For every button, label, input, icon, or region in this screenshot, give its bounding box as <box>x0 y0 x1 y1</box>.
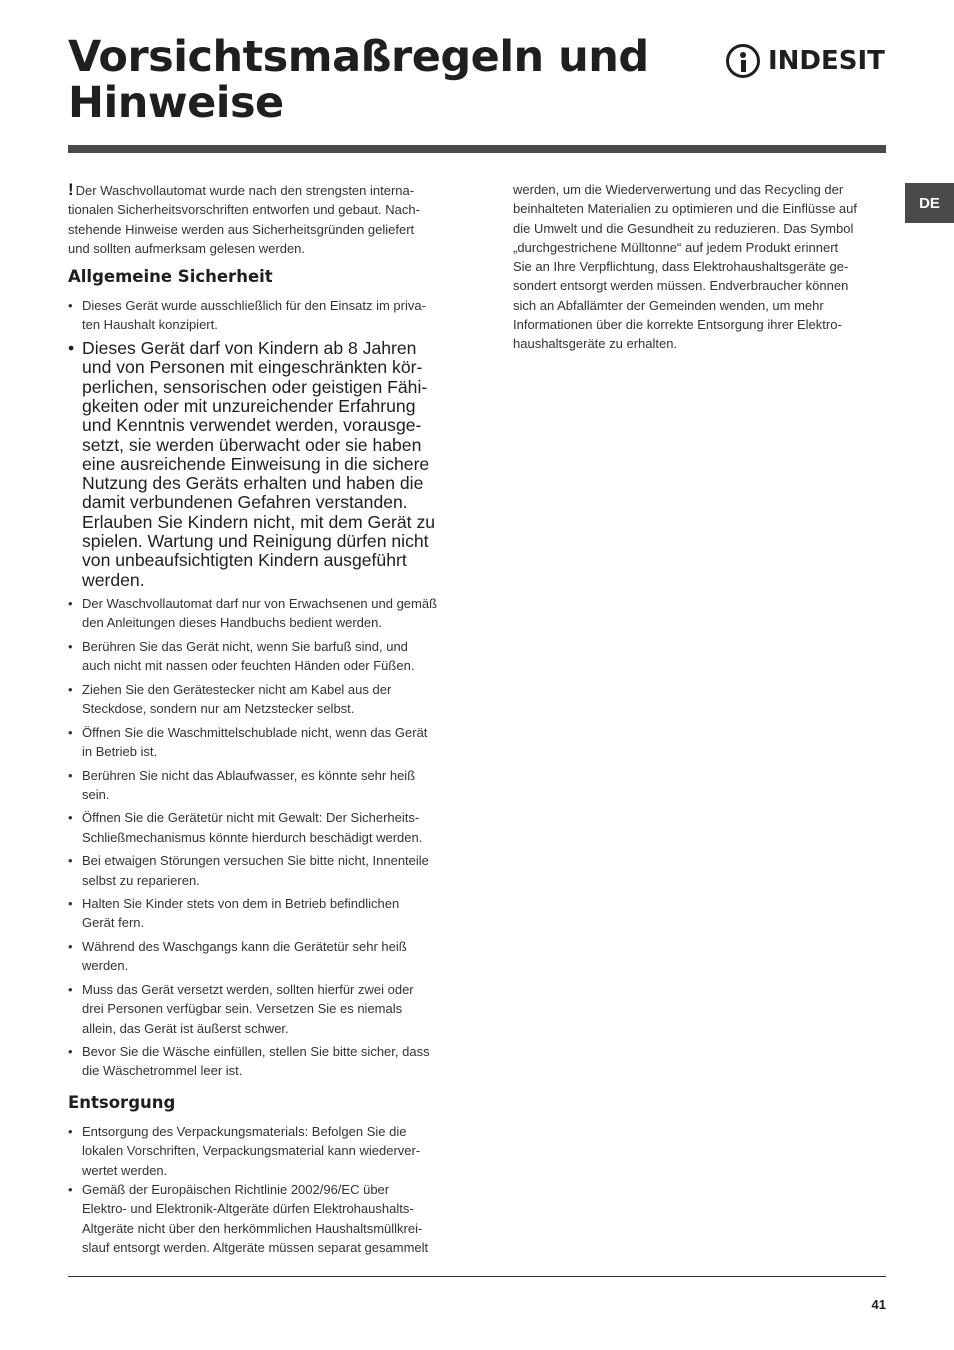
item-line: Erlauben Sie Kindern nicht, mit dem Gerät zu <box>82 511 436 532</box>
bullet-icon: • <box>68 1181 73 1197</box>
bullet-icon: • <box>68 338 75 359</box>
item-line: Berühren Sie nicht das Ablaufwasser, es könnte sehr heiß <box>82 767 416 783</box>
item-line: Gemäß der Europäischen Richtlinie 2002/96/EC über <box>82 1181 390 1197</box>
safety-list <box>68 296 460 1081</box>
paragraph-line: beinhalteten Materialien zu optimieren und die Einflüsse auf <box>513 201 857 217</box>
item-line: lokalen Vorschriften, Verpackungsmaterial kann wiederver- <box>82 1143 421 1159</box>
intro-line: stehende Hinweise werden aus Sicherheitsgründen geliefert <box>68 221 415 237</box>
list-item <box>68 851 460 890</box>
brand-name: INDESIT <box>768 46 885 76</box>
page-title-line-1: Vorsichtsmaßregeln und <box>68 32 649 82</box>
item-line: Öffnen Sie die Gerätetür nicht mit Gewalt: Der Sicherheits- <box>82 810 420 826</box>
paragraph-line: haushaltsgeräte zu erhalten. <box>513 336 678 352</box>
item-line: werden. <box>82 569 145 590</box>
item-line: Während des Waschgangs kann die Gerätetür sehr heiß <box>82 939 407 955</box>
item-line: Altgeräte nicht über den herkömmlichen Haushaltsmüllkrei- <box>82 1220 423 1236</box>
item-line: von unbeaufsichtigten Kindern ausgeführt <box>82 550 407 571</box>
left-column <box>68 180 460 1261</box>
bullet-icon: • <box>68 298 73 314</box>
bullet-icon: • <box>68 767 73 783</box>
list-item <box>68 594 460 633</box>
paragraph-line: werden, um die Wiederverwertung und das Recycling der <box>513 182 844 197</box>
item-line: allein, das Gerät ist äußerst schwer. <box>82 1020 289 1036</box>
item-line: Öffnen Sie die Waschmittelschublade nicht, wenn das Gerät <box>82 724 428 740</box>
bullet-icon: • <box>68 1124 73 1140</box>
brand-logo <box>726 41 886 81</box>
list-item <box>68 937 460 976</box>
intro-line: tionalen Sicherheitsvorschriften entworfen und gebaut. Nach- <box>68 202 420 218</box>
paragraph-line: Informationen über die korrekte Entsorgung ihrer Elektro- <box>513 317 842 333</box>
list-item <box>68 680 460 719</box>
item-line: Ziehen Sie den Gerätestecker nicht am Kabel aus der <box>82 681 392 697</box>
footer-divider <box>68 1276 886 1277</box>
list-item <box>68 1122 460 1180</box>
paragraph-line: Sie an Ihre Verpflichtung, dass Elektrohaushaltsgeräte ge- <box>513 259 849 275</box>
bullet-icon: • <box>68 595 73 611</box>
item-line: Steckdose, sondern nur am Netzstecker selbst. <box>82 701 355 717</box>
bullet-icon: • <box>68 939 73 955</box>
page-title-line-2: Hinweise <box>68 78 284 128</box>
intro-line: und sollten aufmerksam gelesen werden. <box>68 240 306 256</box>
header-divider <box>68 145 886 153</box>
item-line: selbst zu reparieren. <box>82 872 200 888</box>
section-heading-disposal: Entsorgung <box>68 1093 176 1113</box>
bullet-icon: • <box>68 638 73 654</box>
list-item <box>68 637 460 676</box>
list-item <box>68 1180 460 1257</box>
warning-mark-icon: ! <box>68 180 74 199</box>
language-tab: DE <box>905 183 954 223</box>
page-number: 41 <box>871 1297 886 1312</box>
list-item-children-warning <box>68 339 460 590</box>
brand-i-icon <box>726 44 760 78</box>
item-line: gkeiten oder mit unzureichender Erfahrung <box>82 395 416 416</box>
item-line: werden. <box>82 958 129 974</box>
item-line: Gerät fern. <box>82 915 145 931</box>
list-item <box>68 894 460 933</box>
item-line: Elektro- und Elektronik-Altgeräte dürfen Elektrohaushalts- <box>82 1201 414 1217</box>
item-line: Nutzung des Geräts erhalten und haben die <box>82 473 424 494</box>
item-line: Berühren Sie das Gerät nicht, wenn Sie barfuß sind, und <box>82 638 408 654</box>
item-line: Bevor Sie die Wäsche einfüllen, stellen Sie bitte sicher, dass <box>82 1044 430 1060</box>
bullet-icon: • <box>68 724 73 740</box>
paragraph-line: sondert entsorgt werden müssen. Endverbraucher können <box>513 278 849 294</box>
list-item <box>68 723 460 762</box>
item-line: eine ausreichende Einweisung in die sichere <box>82 453 430 474</box>
item-line: Entsorgung des Verpackungsmaterials: Befolgen Sie die <box>82 1124 407 1140</box>
bullet-icon: • <box>68 810 73 826</box>
item-line: wertet werden. <box>82 1162 168 1178</box>
disposal-list <box>68 1122 460 1257</box>
item-line: die Wäschetrommel leer ist. <box>82 1063 243 1079</box>
list-item <box>68 766 460 805</box>
item-line: Bei etwaigen Störungen versuchen Sie bitte nicht, Innenteile <box>82 853 429 869</box>
item-line: setzt, sie werden überwacht oder sie haben <box>82 434 422 455</box>
paragraph-line: sich an Abfallämter der Gemeinden wenden, um mehr <box>513 297 824 313</box>
paragraph-line: „durchgestrichene Mülltonne“ auf jedem Produkt erinnert <box>513 239 839 255</box>
item-line: und Kenntnis verwendet werden, vorausge- <box>82 415 422 436</box>
item-line: Der Waschvollautomat darf nur von Erwachsenen und gemäß <box>82 595 438 611</box>
item-line: Dieses Gerät darf von Kindern ab 8 Jahren <box>82 338 417 359</box>
item-line: den Anleitungen dieses Handbuchs bedient werden. <box>82 615 382 631</box>
intro-paragraph <box>68 180 460 258</box>
item-line: Dieses Gerät wurde ausschließlich für den Einsatz im priva- <box>82 298 426 314</box>
page-title <box>68 34 688 126</box>
bullet-icon: • <box>68 853 73 869</box>
item-line: Halten Sie Kinder stets von dem in Betrieb befindlichen <box>82 896 400 912</box>
list-item <box>68 808 460 847</box>
item-line: ten Haushalt konzipiert. <box>82 317 218 333</box>
list-item <box>68 980 460 1038</box>
item-line: und von Personen mit eingeschränkten kör- <box>82 357 423 378</box>
right-column <box>513 180 885 354</box>
item-line: slauf entsorgt werden. Altgeräte müssen separat gesammelt <box>82 1239 429 1255</box>
item-line: in Betrieb ist. <box>82 743 158 759</box>
item-line: damit verbundenen Gefahren verstanden. <box>82 492 408 513</box>
item-line: Schließmechanismus könnte hierdurch beschädigt werden. <box>82 829 423 845</box>
bullet-icon: • <box>68 896 73 912</box>
item-line: Muss das Gerät versetzt werden, sollten hierfür zwei oder <box>82 981 414 997</box>
item-line: drei Personen verfügbar sein. Versetzen Sie es niemals <box>82 1001 403 1017</box>
intro-line: Der Waschvollautomat wurde nach den strengsten interna- <box>75 183 415 198</box>
list-item <box>68 1042 460 1081</box>
item-line: spielen. Wartung und Reinigung dürfen nicht <box>82 531 429 552</box>
item-line: auch nicht mit nassen oder feuchten Händen oder Füßen. <box>82 658 415 674</box>
bullet-icon: • <box>68 681 73 697</box>
item-line: perlichen, sensorischen oder geistigen Fähi- <box>82 376 428 397</box>
list-item <box>68 296 460 335</box>
bullet-icon: • <box>68 981 73 997</box>
bullet-icon: • <box>68 1044 73 1060</box>
continuation-paragraph <box>513 180 885 354</box>
item-line: sein. <box>82 786 110 802</box>
paragraph-line: die Umwelt und die Gesundheit zu reduzieren. Das Symbol <box>513 220 854 236</box>
section-heading-safety: Allgemeine Sicherheit <box>68 267 273 287</box>
